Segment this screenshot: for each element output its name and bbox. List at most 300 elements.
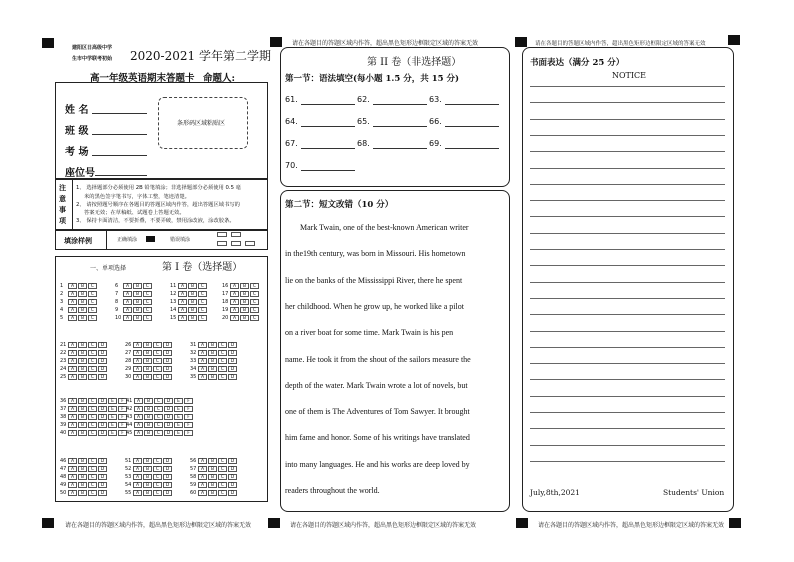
- answer-bubble[interactable]: F: [184, 406, 193, 412]
- answer-bubble[interactable]: A: [178, 307, 187, 313]
- answer-bubble[interactable]: F: [184, 398, 193, 404]
- writing-line[interactable]: [530, 168, 725, 169]
- answer-bubble[interactable]: B: [78, 422, 87, 428]
- answer-bubble[interactable]: C: [250, 291, 259, 297]
- answer-bubble[interactable]: D: [163, 374, 172, 380]
- answer-bubble[interactable]: B: [78, 315, 87, 321]
- answer-bubble[interactable]: C: [153, 366, 162, 372]
- answer-bubble[interactable]: C: [198, 291, 207, 297]
- writing-line[interactable]: [530, 249, 725, 250]
- answer-bubble[interactable]: B: [208, 342, 217, 348]
- answer-bubble[interactable]: C: [88, 307, 97, 313]
- answer-bubble[interactable]: B: [133, 315, 142, 321]
- answer-bubble[interactable]: B: [78, 374, 87, 380]
- answer-bubble[interactable]: B: [240, 315, 249, 321]
- question-number: 1: [60, 283, 64, 289]
- answer-bubble[interactable]: B: [133, 283, 142, 289]
- answer-bubble[interactable]: D: [98, 342, 107, 348]
- answer-bubble[interactable]: D: [228, 490, 237, 496]
- answer-bubble[interactable]: C: [143, 299, 152, 305]
- answer-bubble[interactable]: F: [184, 414, 193, 420]
- answer-bubble[interactable]: C: [218, 482, 227, 488]
- blank-answer-line[interactable]: [301, 170, 355, 171]
- answer-bubble[interactable]: A: [198, 482, 207, 488]
- answer-bubble[interactable]: C: [218, 342, 227, 348]
- answer-bubble[interactable]: D: [228, 358, 237, 364]
- answer-bubble[interactable]: D: [98, 358, 107, 364]
- answer-bubble[interactable]: C: [198, 299, 207, 305]
- answer-bubble[interactable]: B: [143, 474, 152, 480]
- answer-bubble[interactable]: C: [153, 458, 162, 464]
- answer-bubble[interactable]: E: [108, 406, 117, 412]
- writing-line[interactable]: [530, 151, 725, 152]
- answer-bubble[interactable]: C: [88, 414, 97, 420]
- blank-answer-line[interactable]: [373, 148, 427, 149]
- answer-bubble[interactable]: A: [123, 315, 132, 321]
- answer-bubble[interactable]: C: [250, 315, 259, 321]
- answer-bubble[interactable]: E: [174, 398, 183, 404]
- answer-bubble[interactable]: C: [198, 315, 207, 321]
- blank-answer-line[interactable]: [445, 104, 499, 105]
- answer-bubble[interactable]: A: [133, 474, 142, 480]
- warning-text: 请在各题目的答题区域内作答，超出黑色矩形边框限定区域的答案无效: [292, 40, 479, 47]
- answer-bubble[interactable]: A: [68, 430, 77, 436]
- blank-answer-line[interactable]: [301, 148, 355, 149]
- class-label: 班 级: [65, 126, 89, 137]
- answer-bubble[interactable]: C: [88, 430, 97, 436]
- answer-bubble[interactable]: B: [78, 466, 87, 472]
- answer-bubble[interactable]: D: [163, 490, 172, 496]
- answer-bubble[interactable]: F: [184, 430, 193, 436]
- answer-bubble[interactable]: C: [88, 299, 97, 305]
- answer-bubble[interactable]: C: [153, 350, 162, 356]
- answer-bubble[interactable]: A: [198, 374, 207, 380]
- answer-bubble[interactable]: C: [88, 291, 97, 297]
- answer-bubble[interactable]: A: [133, 366, 142, 372]
- answer-bubble[interactable]: A: [178, 299, 187, 305]
- answer-bubble[interactable]: D: [164, 430, 173, 436]
- answer-bubble[interactable]: B: [240, 291, 249, 297]
- term-title: 2020-2021 学年第二学期: [130, 49, 271, 63]
- answer-bubble[interactable]: B: [144, 406, 153, 412]
- answer-bubble[interactable]: B: [240, 307, 249, 313]
- answer-bubble[interactable]: D: [164, 406, 173, 412]
- answer-bubble[interactable]: A: [133, 482, 142, 488]
- answer-bubble[interactable]: A: [134, 406, 143, 412]
- writing-line[interactable]: [530, 331, 725, 332]
- answer-bubble[interactable]: D: [98, 414, 107, 420]
- writing-line[interactable]: [530, 233, 725, 234]
- answer-bubble[interactable]: B: [78, 350, 87, 356]
- writing-line[interactable]: [530, 347, 725, 348]
- answer-bubble[interactable]: A: [68, 466, 77, 472]
- question-number: 12: [170, 291, 177, 297]
- answer-bubble[interactable]: D: [163, 350, 172, 356]
- answer-bubble[interactable]: B: [208, 474, 217, 480]
- answer-bubble[interactable]: B: [133, 307, 142, 313]
- answer-bubble[interactable]: D: [98, 350, 107, 356]
- answer-bubble[interactable]: A: [198, 474, 207, 480]
- answer-bubble[interactable]: A: [68, 406, 77, 412]
- answer-bubble[interactable]: A: [68, 307, 77, 313]
- answer-options: [68, 458, 107, 464]
- answer-bubble[interactable]: D: [228, 466, 237, 472]
- blank-answer-line[interactable]: [445, 126, 499, 127]
- writing-line[interactable]: [530, 200, 725, 201]
- answer-bubble[interactable]: A: [178, 315, 187, 321]
- writing-line[interactable]: [530, 184, 725, 185]
- answer-bubble[interactable]: C: [153, 374, 162, 380]
- answer-bubble[interactable]: B: [188, 299, 197, 305]
- answer-bubble[interactable]: B: [78, 283, 87, 289]
- correct-fill-label: 正确填涂: [117, 237, 138, 243]
- answer-bubble[interactable]: A: [68, 398, 77, 404]
- answer-bubble[interactable]: D: [98, 406, 107, 412]
- answer-bubble[interactable]: D: [228, 482, 237, 488]
- answer-bubble[interactable]: D: [164, 422, 173, 428]
- answer-bubble[interactable]: F: [184, 422, 193, 428]
- answer-bubble[interactable]: D: [228, 474, 237, 480]
- answer-bubble[interactable]: A: [133, 358, 142, 364]
- answer-bubble[interactable]: B: [143, 366, 152, 372]
- answer-options: [133, 474, 172, 480]
- answer-bubble[interactable]: D: [164, 398, 173, 404]
- answer-bubble[interactable]: B: [143, 358, 152, 364]
- answer-bubble[interactable]: B: [144, 422, 153, 428]
- answer-bubble[interactable]: A: [68, 374, 77, 380]
- answer-bubble[interactable]: B: [208, 466, 217, 472]
- answer-bubble[interactable]: B: [188, 283, 197, 289]
- answer-bubble[interactable]: A: [68, 283, 77, 289]
- answer-bubble[interactable]: F: [118, 406, 127, 412]
- answer-bubble[interactable]: B: [143, 490, 152, 496]
- answer-bubble[interactable]: B: [208, 366, 217, 372]
- writing-line[interactable]: [530, 445, 725, 446]
- answer-bubble[interactable]: C: [153, 474, 162, 480]
- answer-bubble[interactable]: A: [134, 422, 143, 428]
- answer-bubble[interactable]: A: [133, 374, 142, 380]
- writing-line[interactable]: [530, 461, 725, 462]
- answer-bubble[interactable]: E: [108, 414, 117, 420]
- answer-bubble[interactable]: A: [68, 315, 77, 321]
- answer-bubble[interactable]: B: [208, 458, 217, 464]
- answer-bubble[interactable]: B: [133, 299, 142, 305]
- answer-bubble[interactable]: A: [230, 291, 239, 297]
- answer-bubble[interactable]: A: [68, 291, 77, 297]
- answer-bubble[interactable]: D: [228, 350, 237, 356]
- exam-room-label: 考 场: [65, 147, 89, 158]
- answer-bubble[interactable]: C: [218, 490, 227, 496]
- answer-bubble[interactable]: D: [98, 430, 107, 436]
- answer-bubble[interactable]: C: [153, 466, 162, 472]
- answer-bubble[interactable]: D: [98, 482, 107, 488]
- writing-line[interactable]: [530, 119, 725, 120]
- answer-bubble[interactable]: D: [98, 458, 107, 464]
- answer-bubble[interactable]: B: [78, 398, 87, 404]
- answer-bubble[interactable]: C: [88, 315, 97, 321]
- answer-bubble[interactable]: C: [88, 466, 97, 472]
- answer-bubble[interactable]: A: [134, 414, 143, 420]
- answer-options: [178, 299, 207, 305]
- answer-bubble[interactable]: B: [78, 458, 87, 464]
- answer-bubble[interactable]: A: [68, 358, 77, 364]
- notice-item: 2、 请按照题号顺序在各题目的答题区域内作答，超出答题区域书写的: [76, 202, 240, 208]
- answer-bubble[interactable]: B: [78, 358, 87, 364]
- answer-bubble[interactable]: B: [78, 291, 87, 297]
- answer-bubble[interactable]: B: [188, 291, 197, 297]
- answer-bubble[interactable]: C: [88, 374, 97, 380]
- answer-bubble[interactable]: C: [154, 430, 163, 436]
- answer-bubble[interactable]: C: [88, 422, 97, 428]
- answer-bubble[interactable]: D: [164, 414, 173, 420]
- answer-bubble[interactable]: C: [88, 406, 97, 412]
- answer-bubble[interactable]: C: [198, 307, 207, 313]
- blank-answer-line[interactable]: [373, 126, 427, 127]
- answer-bubble[interactable]: A: [230, 283, 239, 289]
- answer-bubble[interactable]: A: [198, 342, 207, 348]
- answer-bubble[interactable]: E: [174, 406, 183, 412]
- answer-bubble[interactable]: A: [198, 358, 207, 364]
- question-number: 60: [190, 490, 197, 496]
- answer-bubble[interactable]: C: [88, 350, 97, 356]
- blank-answer-line[interactable]: [373, 104, 427, 105]
- writing-line[interactable]: [530, 428, 725, 429]
- answer-bubble[interactable]: A: [123, 283, 132, 289]
- answer-bubble[interactable]: C: [88, 398, 97, 404]
- answer-bubble[interactable]: A: [68, 366, 77, 372]
- answer-bubble[interactable]: D: [228, 342, 237, 348]
- blank-answer-line[interactable]: [301, 126, 355, 127]
- question-number: 15: [170, 315, 177, 321]
- answer-bubble[interactable]: A: [68, 342, 77, 348]
- answer-bubble[interactable]: C: [153, 482, 162, 488]
- answer-bubble[interactable]: A: [134, 398, 143, 404]
- answer-bubble[interactable]: B: [208, 490, 217, 496]
- answer-bubble[interactable]: B: [188, 315, 197, 321]
- answer-bubble[interactable]: A: [123, 307, 132, 313]
- answer-bubble[interactable]: D: [163, 366, 172, 372]
- answer-bubble[interactable]: C: [154, 414, 163, 420]
- answer-bubble[interactable]: E: [174, 430, 183, 436]
- writing-line[interactable]: [530, 396, 725, 397]
- answer-bubble[interactable]: A: [68, 414, 77, 420]
- answer-bubble[interactable]: A: [133, 466, 142, 472]
- answer-bubble[interactable]: C: [218, 358, 227, 364]
- answer-bubble[interactable]: B: [78, 299, 87, 305]
- answer-bubble[interactable]: A: [178, 283, 187, 289]
- writing-line[interactable]: [530, 86, 725, 87]
- answer-bubble[interactable]: E: [174, 422, 183, 428]
- answer-bubble[interactable]: D: [163, 342, 172, 348]
- answer-bubble[interactable]: D: [98, 466, 107, 472]
- answer-bubble[interactable]: F: [118, 430, 127, 436]
- writing-line[interactable]: [530, 216, 725, 217]
- answer-bubble[interactable]: C: [218, 350, 227, 356]
- answer-bubble[interactable]: C: [153, 490, 162, 496]
- answer-bubble[interactable]: D: [98, 374, 107, 380]
- answer-bubble[interactable]: B: [143, 342, 152, 348]
- answer-bubble[interactable]: A: [68, 350, 77, 356]
- answer-bubble[interactable]: B: [78, 430, 87, 436]
- answer-bubble[interactable]: E: [174, 414, 183, 420]
- answer-bubble[interactable]: D: [98, 422, 107, 428]
- answer-bubble[interactable]: A: [68, 490, 77, 496]
- answer-bubble[interactable]: A: [133, 458, 142, 464]
- writing-line[interactable]: [530, 282, 725, 283]
- answer-options: [134, 430, 193, 436]
- answer-bubble[interactable]: B: [144, 398, 153, 404]
- writing-line[interactable]: [530, 379, 725, 380]
- answer-bubble[interactable]: C: [88, 366, 97, 372]
- answer-bubble[interactable]: A: [133, 342, 142, 348]
- answer-bubble[interactable]: B: [208, 482, 217, 488]
- answer-bubble[interactable]: D: [163, 482, 172, 488]
- answer-bubble[interactable]: C: [143, 315, 152, 321]
- answer-bubble[interactable]: B: [143, 350, 152, 356]
- writing-line[interactable]: [530, 363, 725, 364]
- answer-bubble[interactable]: F: [118, 422, 127, 428]
- answer-bubble[interactable]: C: [154, 422, 163, 428]
- answer-bubble[interactable]: C: [198, 283, 207, 289]
- answer-bubble[interactable]: C: [250, 299, 259, 305]
- answer-bubble[interactable]: B: [143, 458, 152, 464]
- answer-bubble[interactable]: A: [230, 315, 239, 321]
- answer-bubble[interactable]: C: [218, 374, 227, 380]
- answer-bubble[interactable]: C: [143, 291, 152, 297]
- answer-bubble[interactable]: C: [153, 342, 162, 348]
- answer-bubble[interactable]: B: [78, 474, 87, 480]
- blank-number: 70.: [285, 161, 298, 170]
- answer-bubble[interactable]: C: [218, 458, 227, 464]
- answer-bubble[interactable]: B: [78, 482, 87, 488]
- answer-bubble[interactable]: B: [208, 350, 217, 356]
- answer-bubble[interactable]: B: [144, 430, 153, 436]
- answer-bubble[interactable]: C: [154, 406, 163, 412]
- answer-bubble[interactable]: C: [154, 398, 163, 404]
- question-number: 14: [170, 307, 177, 313]
- answer-bubble[interactable]: A: [68, 299, 77, 305]
- answer-bubble[interactable]: A: [198, 490, 207, 496]
- answer-bubble[interactable]: E: [108, 430, 117, 436]
- writing-line[interactable]: [530, 314, 725, 315]
- answer-bubble[interactable]: C: [250, 283, 259, 289]
- blank-answer-line[interactable]: [301, 104, 355, 105]
- answer-bubble[interactable]: B: [78, 342, 87, 348]
- answer-bubble[interactable]: B: [208, 358, 217, 364]
- answer-bubble[interactable]: F: [118, 398, 127, 404]
- answer-bubble[interactable]: B: [240, 299, 249, 305]
- answer-bubble[interactable]: D: [163, 458, 172, 464]
- answer-bubble[interactable]: D: [228, 458, 237, 464]
- answer-bubble[interactable]: A: [198, 458, 207, 464]
- answer-bubble[interactable]: D: [98, 474, 107, 480]
- answer-options: [198, 490, 237, 496]
- answer-bubble[interactable]: C: [88, 283, 97, 289]
- answer-bubble[interactable]: C: [88, 358, 97, 364]
- answer-bubble[interactable]: D: [228, 366, 237, 372]
- answer-bubble[interactable]: C: [218, 466, 227, 472]
- answer-bubble[interactable]: A: [68, 458, 77, 464]
- answer-bubble[interactable]: D: [228, 374, 237, 380]
- answer-bubble[interactable]: C: [88, 458, 97, 464]
- answer-bubble[interactable]: C: [143, 283, 152, 289]
- answer-bubble[interactable]: A: [134, 430, 143, 436]
- name-field[interactable]: [92, 113, 147, 114]
- answer-bubble[interactable]: C: [88, 482, 97, 488]
- answer-bubble[interactable]: C: [218, 474, 227, 480]
- answer-bubble[interactable]: A: [133, 490, 142, 496]
- answer-bubble[interactable]: B: [188, 307, 197, 313]
- answer-bubble[interactable]: B: [78, 366, 87, 372]
- answer-bubble[interactable]: C: [88, 490, 97, 496]
- exam-room-field[interactable]: [92, 155, 147, 156]
- answer-options: [198, 466, 237, 472]
- answer-bubble[interactable]: C: [153, 358, 162, 364]
- writing-line[interactable]: [530, 102, 725, 103]
- answer-bubble[interactable]: B: [143, 374, 152, 380]
- answer-options: [68, 315, 97, 321]
- answer-bubble[interactable]: D: [163, 474, 172, 480]
- writing-line[interactable]: [530, 412, 725, 413]
- seat-number-field[interactable]: [95, 175, 147, 176]
- answer-bubble[interactable]: A: [178, 291, 187, 297]
- answer-bubble[interactable]: D: [98, 366, 107, 372]
- writing-line[interactable]: [530, 298, 725, 299]
- answer-bubble[interactable]: E: [108, 398, 117, 404]
- answer-bubble[interactable]: B: [143, 482, 152, 488]
- answer-bubble[interactable]: B: [78, 414, 87, 420]
- answer-bubble[interactable]: A: [123, 291, 132, 297]
- blank-answer-line[interactable]: [445, 148, 499, 149]
- answer-bubble[interactable]: A: [198, 366, 207, 372]
- answer-bubble[interactable]: A: [68, 482, 77, 488]
- answer-bubble[interactable]: B: [208, 374, 217, 380]
- writing-line[interactable]: [530, 265, 725, 266]
- answer-bubble[interactable]: C: [143, 307, 152, 313]
- answer-bubble[interactable]: B: [78, 307, 87, 313]
- question-number: 9: [115, 307, 119, 313]
- answer-bubble[interactable]: A: [68, 422, 77, 428]
- answer-bubble[interactable]: A: [230, 307, 239, 313]
- writing-line[interactable]: [530, 135, 725, 136]
- answer-bubble[interactable]: B: [240, 283, 249, 289]
- answer-bubble[interactable]: B: [144, 414, 153, 420]
- answer-bubble[interactable]: F: [118, 414, 127, 420]
- answer-bubble[interactable]: A: [198, 466, 207, 472]
- answer-bubble[interactable]: D: [163, 466, 172, 472]
- answer-bubble[interactable]: C: [88, 474, 97, 480]
- answer-bubble[interactable]: E: [108, 422, 117, 428]
- answer-bubble[interactable]: D: [98, 398, 107, 404]
- answer-bubble[interactable]: B: [78, 406, 87, 412]
- answer-bubble[interactable]: A: [198, 350, 207, 356]
- answer-bubble[interactable]: A: [123, 299, 132, 305]
- answer-bubble[interactable]: A: [230, 299, 239, 305]
- barcode-area: [158, 97, 248, 149]
- answer-bubble[interactable]: B: [78, 490, 87, 496]
- answer-bubble[interactable]: D: [98, 490, 107, 496]
- answer-bubble[interactable]: D: [163, 358, 172, 364]
- answer-bubble[interactable]: C: [218, 366, 227, 372]
- class-field[interactable]: [92, 134, 147, 135]
- answer-bubble[interactable]: B: [133, 291, 142, 297]
- answer-bubble[interactable]: A: [133, 350, 142, 356]
- answer-bubble[interactable]: C: [88, 342, 97, 348]
- answer-bubble[interactable]: B: [143, 466, 152, 472]
- answer-bubble[interactable]: C: [250, 307, 259, 313]
- answer-bubble[interactable]: A: [68, 474, 77, 480]
- answer-options: [230, 299, 259, 305]
